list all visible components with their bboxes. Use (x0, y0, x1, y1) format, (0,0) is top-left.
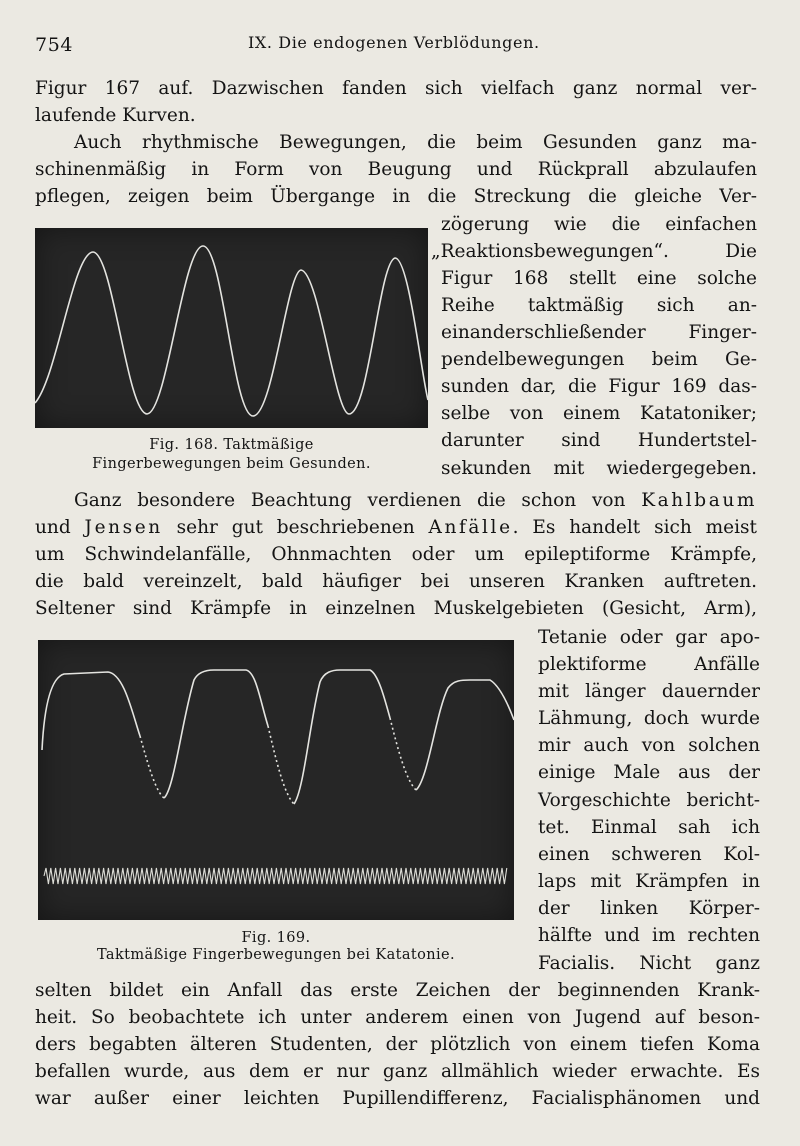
text-line: Vorgeschichte bericht- (538, 790, 760, 811)
text-line: Seltener sind Krämpfe in einzelnen Muskelgebieten (Gesicht, Arm), (35, 598, 757, 619)
text-line: pflegen, zeigen beim Übergange in die Streckung die gleiche Ver- (35, 186, 757, 207)
text-line: Lähmung, doch wurde (538, 708, 760, 729)
term-anfaelle: Anfälle (428, 517, 513, 538)
text-line: der linken Körper- (538, 898, 760, 919)
text-line: ders begabten älteren Studenten, der plötzlich von einem tiefen Koma (35, 1034, 760, 1055)
page-number: 754 (35, 34, 74, 56)
text-line: hälfte und im rechten (538, 925, 760, 946)
text-line: um Schwindelanfälle, Ohnmachten oder um epileptiforme Krämpfe, (35, 544, 757, 565)
text-line: schinenmäßig in Form von Beugung und Rückprall abzulaufen (35, 159, 757, 180)
text-span: sehr gut beschriebenen (162, 517, 429, 538)
text-line: einen schweren Kol- (538, 844, 760, 865)
text-line: mir auch von solchen (538, 735, 760, 756)
author-name-kahlbaum: Kahlbaum (641, 490, 757, 511)
text-line: zögerung wie die einfachen (441, 214, 757, 235)
running-head: IX. Die endogenen Verblödungen. (248, 33, 540, 52)
text-line: laufende Kurven. (35, 105, 196, 126)
text-line: einanderschließender Finger- (441, 322, 757, 343)
text-line: Tetanie oder gar apo- (538, 627, 760, 648)
figure-169-caption-line-2: Taktmäßige Fingerbewegungen bei Katatonie. (96, 947, 456, 963)
figure-168-caption-line-1: Fig. 168. Taktmäßige (149, 437, 314, 453)
text-line (74, 487, 757, 514)
text-line: die bald vereinzelt, bald häufiger bei unseren Kranken auftreten. (35, 571, 757, 592)
text-line: mit länger dauernder (538, 681, 760, 702)
text-span: und (35, 517, 85, 538)
text-span: Ganz besondere Beachtung verdienen die schon von (74, 490, 642, 511)
text-line: tet. Einmal sah ich (538, 817, 760, 838)
text-line: befallen wurde, aus dem er nur ganz allmählich wieder erwachte. Es (35, 1061, 760, 1082)
figure-168-trace (35, 228, 428, 428)
text-line: Figur 168 stellt eine solche (441, 268, 757, 289)
text-line: Auch rhythmische Bewegungen, die beim Gesunden ganz ma- (74, 132, 757, 153)
text-line: sunden dar, die Figur 169 das- (441, 376, 757, 397)
text-line: plektiforme Anfälle (538, 654, 760, 675)
text-line: Reihe taktmäßig sich an- (441, 295, 757, 316)
text-line: Facialis. Nicht ganz (538, 953, 760, 974)
figure-169-caption-line-1: Fig. 169. (241, 930, 311, 946)
text-line: selbe von einem Katatoniker; (441, 403, 757, 424)
text-line: laps mit Krämpfen in (538, 871, 760, 892)
figure-169-trace (38, 640, 514, 920)
text-line: pendelbewegungen beim Ge- (441, 349, 757, 370)
text-line: sekunden mit wiedergegeben. (441, 458, 757, 479)
author-name-jensen: Jensen (84, 517, 163, 538)
text-line (35, 514, 757, 541)
figure-168-plate (35, 228, 428, 428)
text-line: selten bildet ein Anfall das erste Zeichen der beginnenden Krank- (35, 980, 760, 1001)
text-line: Figur 167 auf. Dazwischen fanden sich vielfach ganz normal ver- (35, 78, 757, 99)
figure-168-caption-line-2: Fingerbewegungen beim Gesunden. (92, 456, 371, 472)
text-line: einige Male aus der (538, 762, 760, 783)
text-line: darunter sind Hundertstel- (441, 430, 757, 451)
text-line: heit. So beobachtete ich unter anderem einen von Jugend auf beson- (35, 1007, 760, 1028)
text-span: . Es handelt sich meist (512, 517, 757, 538)
figure-169-plate (38, 640, 514, 920)
text-line: war außer einer leichten Pupillendifferenz, Facialisphänomen und (35, 1088, 760, 1109)
text-line: „Reaktionsbewegungen“. Die (431, 241, 757, 262)
